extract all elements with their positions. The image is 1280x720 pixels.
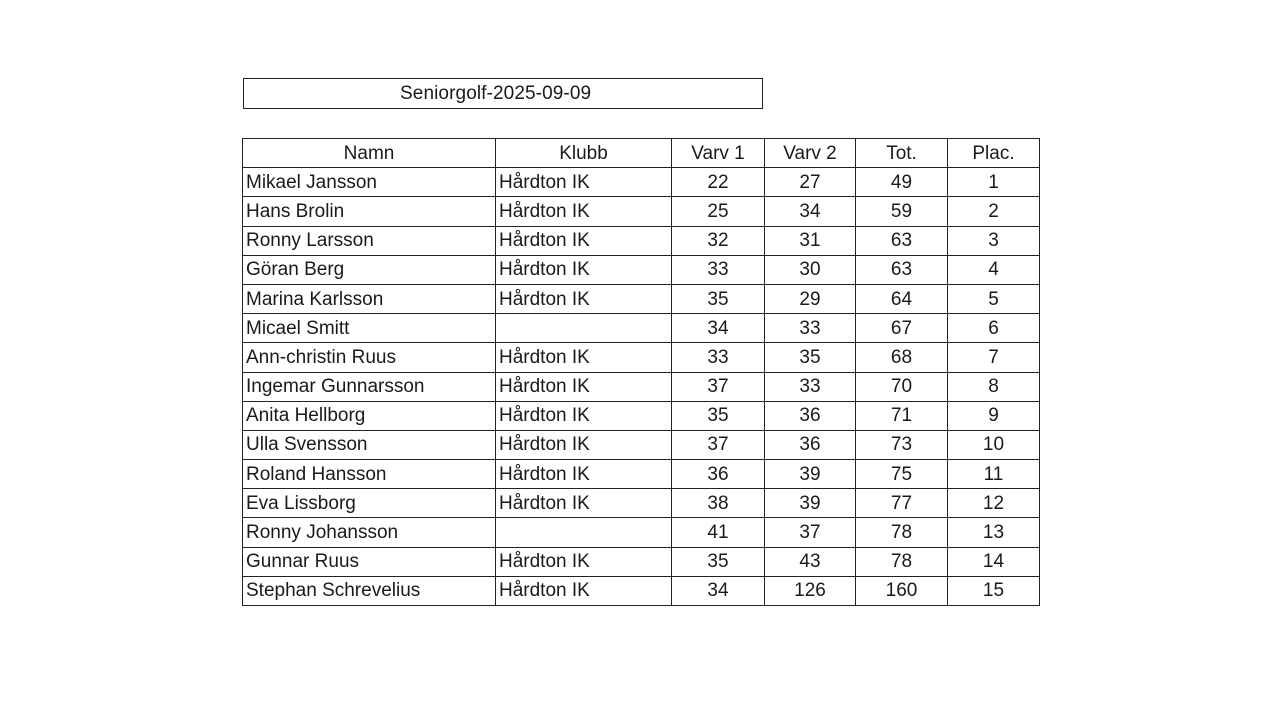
player-name: Marina Karlsson <box>243 284 496 313</box>
total-score: 77 <box>856 489 948 518</box>
total-score: 73 <box>856 430 948 459</box>
round1-score: 38 <box>672 489 765 518</box>
player-name: Ronny Larsson <box>243 226 496 255</box>
total-score: 49 <box>856 168 948 197</box>
round2-score: 39 <box>765 460 856 489</box>
round1-score: 34 <box>672 314 765 343</box>
table-row <box>243 226 1040 255</box>
total-score: 78 <box>856 518 948 547</box>
table-row <box>243 460 1040 489</box>
player-club <box>496 314 672 343</box>
total-score: 68 <box>856 343 948 372</box>
player-name: Mikael Jansson <box>243 168 496 197</box>
table-row <box>243 430 1040 459</box>
round1-score: 33 <box>672 255 765 284</box>
table-row <box>243 401 1040 430</box>
round2-score: 27 <box>765 168 856 197</box>
player-name: Ronny Johansson <box>243 518 496 547</box>
player-name: Anita Hellborg <box>243 401 496 430</box>
round2-score: 35 <box>765 343 856 372</box>
round2-score: 126 <box>765 576 856 605</box>
total-score: 59 <box>856 197 948 226</box>
player-club: Hårdton IK <box>496 576 672 605</box>
player-name: Hans Brolin <box>243 197 496 226</box>
player-club: Hårdton IK <box>496 430 672 459</box>
placement: 10 <box>948 430 1040 459</box>
player-club: Hårdton IK <box>496 343 672 372</box>
header-tot: Tot. <box>856 139 948 168</box>
round1-score: 22 <box>672 168 765 197</box>
player-club: Hårdton IK <box>496 168 672 197</box>
player-club: Hårdton IK <box>496 226 672 255</box>
placement: 8 <box>948 372 1040 401</box>
round2-score: 43 <box>765 547 856 576</box>
table-row <box>243 518 1040 547</box>
table-row <box>243 576 1040 605</box>
player-name: Stephan Schrevelius <box>243 576 496 605</box>
round2-score: 36 <box>765 430 856 459</box>
player-club: Hårdton IK <box>496 284 672 313</box>
table-row <box>243 343 1040 372</box>
round1-score: 33 <box>672 343 765 372</box>
placement: 9 <box>948 401 1040 430</box>
placement: 11 <box>948 460 1040 489</box>
placement: 2 <box>948 197 1040 226</box>
placement: 7 <box>948 343 1040 372</box>
player-name: Gunnar Ruus <box>243 547 496 576</box>
round1-score: 32 <box>672 226 765 255</box>
round1-score: 41 <box>672 518 765 547</box>
header-klubb: Klubb <box>496 139 672 168</box>
placement: 14 <box>948 547 1040 576</box>
table-row <box>243 197 1040 226</box>
round1-score: 35 <box>672 547 765 576</box>
table-row <box>243 547 1040 576</box>
total-score: 67 <box>856 314 948 343</box>
placement: 1 <box>948 168 1040 197</box>
player-club: Hårdton IK <box>496 460 672 489</box>
player-name: Göran Berg <box>243 255 496 284</box>
table-row <box>243 372 1040 401</box>
document-title: Seniorgolf-2025-09-09 <box>400 82 592 104</box>
total-score: 160 <box>856 576 948 605</box>
round1-score: 36 <box>672 460 765 489</box>
round2-score: 34 <box>765 197 856 226</box>
placement: 3 <box>948 226 1040 255</box>
round2-score: 36 <box>765 401 856 430</box>
round1-score: 35 <box>672 284 765 313</box>
placement: 12 <box>948 489 1040 518</box>
player-club: Hårdton IK <box>496 197 672 226</box>
title-box <box>243 78 763 109</box>
table-row <box>243 255 1040 284</box>
placement: 5 <box>948 284 1040 313</box>
round2-score: 30 <box>765 255 856 284</box>
placement: 4 <box>948 255 1040 284</box>
header-varv2: Varv 2 <box>765 139 856 168</box>
player-name: Roland Hansson <box>243 460 496 489</box>
player-club: Hårdton IK <box>496 372 672 401</box>
round2-score: 33 <box>765 372 856 401</box>
round1-score: 25 <box>672 197 765 226</box>
table-row <box>243 168 1040 197</box>
placement: 13 <box>948 518 1040 547</box>
header-row <box>243 139 1040 168</box>
player-name: Ann-christin Ruus <box>243 343 496 372</box>
round2-score: 37 <box>765 518 856 547</box>
table-row <box>243 314 1040 343</box>
header-plac: Plac. <box>948 139 1040 168</box>
placement: 6 <box>948 314 1040 343</box>
player-name: Ingemar Gunnarsson <box>243 372 496 401</box>
total-score: 71 <box>856 401 948 430</box>
table-row <box>243 489 1040 518</box>
round1-score: 34 <box>672 576 765 605</box>
player-name: Eva Lissborg <box>243 489 496 518</box>
total-score: 78 <box>856 547 948 576</box>
total-score: 63 <box>856 226 948 255</box>
results-table <box>242 138 1040 606</box>
header-varv1: Varv 1 <box>672 139 765 168</box>
placement: 15 <box>948 576 1040 605</box>
round2-score: 39 <box>765 489 856 518</box>
player-club: Hårdton IK <box>496 489 672 518</box>
round2-score: 29 <box>765 284 856 313</box>
table-row <box>243 284 1040 313</box>
round1-score: 37 <box>672 430 765 459</box>
player-club: Hårdton IK <box>496 401 672 430</box>
round1-score: 35 <box>672 401 765 430</box>
round1-score: 37 <box>672 372 765 401</box>
total-score: 63 <box>856 255 948 284</box>
round2-score: 31 <box>765 226 856 255</box>
total-score: 70 <box>856 372 948 401</box>
header-namn: Namn <box>243 139 496 168</box>
total-score: 75 <box>856 460 948 489</box>
total-score: 64 <box>856 284 948 313</box>
player-club <box>496 518 672 547</box>
player-name: Ulla Svensson <box>243 430 496 459</box>
player-name: Micael Smitt <box>243 314 496 343</box>
player-club: Hårdton IK <box>496 255 672 284</box>
player-club: Hårdton IK <box>496 547 672 576</box>
round2-score: 33 <box>765 314 856 343</box>
